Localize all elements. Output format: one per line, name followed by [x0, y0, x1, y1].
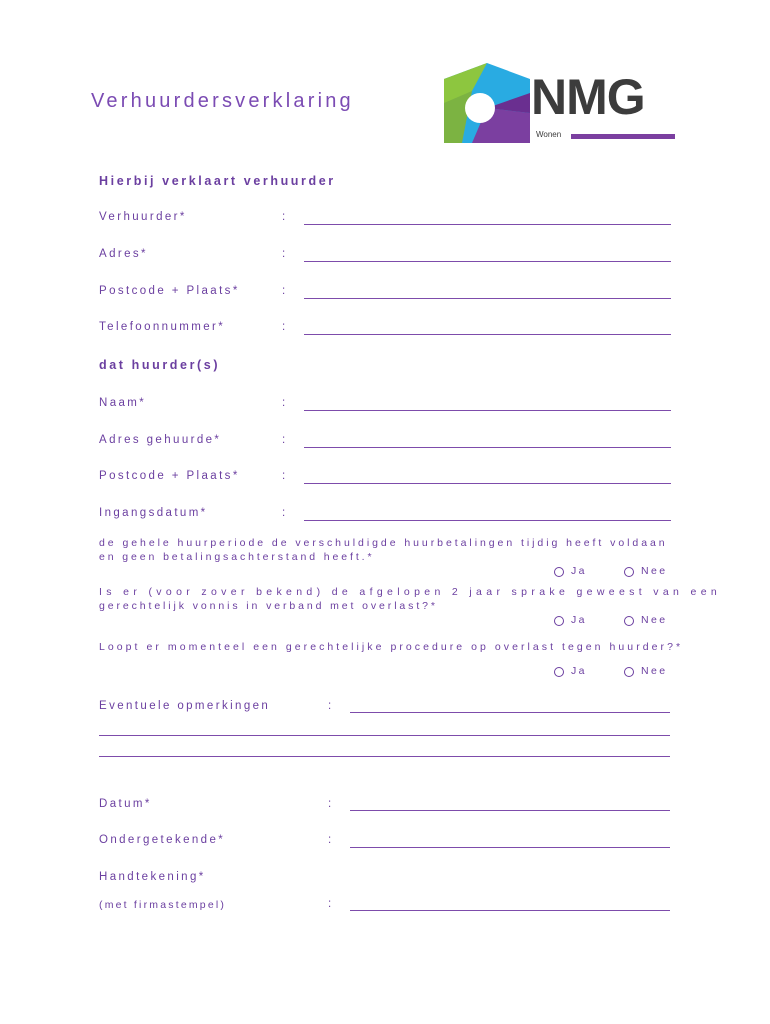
logo-wordmark: NMG — [531, 69, 645, 125]
postcode-input[interactable] — [304, 298, 671, 299]
field-label-landlord: Verhuurder* — [99, 211, 187, 223]
q2-yes-label: Ja — [571, 614, 587, 626]
rented-address-input[interactable] — [304, 447, 671, 448]
phone-input[interactable] — [304, 334, 671, 335]
colon: : — [282, 470, 286, 482]
field-label-name: Naam* — [99, 397, 147, 409]
field-label-start-date: Ingangsdatum* — [99, 507, 208, 519]
field-label-phone: Telefoonnummer* — [99, 321, 226, 333]
tenant-name-input[interactable] — [304, 410, 671, 411]
question-2-line-1: Is er (voor zover bekend) de afgelopen 2 jaar sprake geweest van een — [99, 586, 722, 598]
landlord-input[interactable] — [304, 224, 671, 225]
colon: : — [282, 285, 286, 297]
q3-yes-radio[interactable] — [554, 667, 564, 677]
q1-yes-label: Ja — [571, 565, 587, 577]
remarks-label: Eventuele opmerkingen — [99, 700, 271, 712]
remarks-input-line-1[interactable] — [350, 712, 670, 713]
colon: : — [282, 321, 286, 333]
q1-no-label: Nee — [641, 565, 668, 577]
date-input[interactable] — [350, 810, 670, 811]
q1-no-radio[interactable] — [624, 567, 634, 577]
field-label-rented-address: Adres gehuurde* — [99, 434, 222, 446]
remarks-input-line-3[interactable] — [99, 756, 670, 757]
address-input[interactable] — [304, 261, 671, 262]
colon: : — [282, 397, 286, 409]
question-3: Loopt er momenteel een gerechtelijke procedure op overlast tegen huurder?* — [99, 641, 684, 653]
q2-no-label: Nee — [641, 614, 668, 626]
question-2-line-2: gerechtelijk vonnis in verband met overlast?* — [99, 600, 438, 612]
stamp-label: (met firmastempel) — [99, 899, 227, 911]
signatory-label: Ondergetekende* — [99, 834, 226, 846]
remarks-input-line-2[interactable] — [99, 735, 670, 736]
q3-yes-label: Ja — [571, 665, 587, 677]
tenant-postcode-input[interactable] — [304, 483, 671, 484]
q1-yes-radio[interactable] — [554, 567, 564, 577]
section-heading-landlord: Hierbij verklaart verhuurder — [99, 174, 336, 188]
question-1-line-2: en geen betalingsachterstand heeft.* — [99, 551, 375, 563]
question-1-line-1: de gehele huurperiode de verschuldigde huurbetalingen tijdig heeft voldaan — [99, 537, 668, 549]
logo-subtitle: Wonen — [536, 130, 562, 139]
q2-yes-radio[interactable] — [554, 616, 564, 626]
colon: : — [328, 700, 332, 712]
field-label-address: Adres* — [99, 248, 148, 260]
signature-input[interactable] — [350, 910, 670, 911]
field-label-postcode: Postcode + Plaats* — [99, 285, 240, 297]
colon: : — [282, 507, 286, 519]
colon: : — [282, 434, 286, 446]
signatory-input[interactable] — [350, 847, 670, 848]
signature-label: Handtekening* — [99, 871, 206, 883]
colon: : — [328, 798, 332, 810]
section-heading-tenant: dat huurder(s) — [99, 358, 221, 372]
q2-no-radio[interactable] — [624, 616, 634, 626]
colon: : — [328, 834, 332, 846]
q3-no-radio[interactable] — [624, 667, 634, 677]
colon: : — [328, 898, 332, 910]
start-date-input[interactable] — [304, 520, 671, 521]
house-logo-icon — [442, 63, 532, 143]
colon: : — [282, 211, 286, 223]
q3-no-label: Nee — [641, 665, 668, 677]
page-title: Verhuurdersverklaring — [91, 90, 354, 112]
date-label: Datum* — [99, 798, 152, 810]
colon: : — [282, 248, 286, 260]
field-label-tenant-postcode: Postcode + Plaats* — [99, 470, 240, 482]
logo-underline — [571, 134, 675, 139]
